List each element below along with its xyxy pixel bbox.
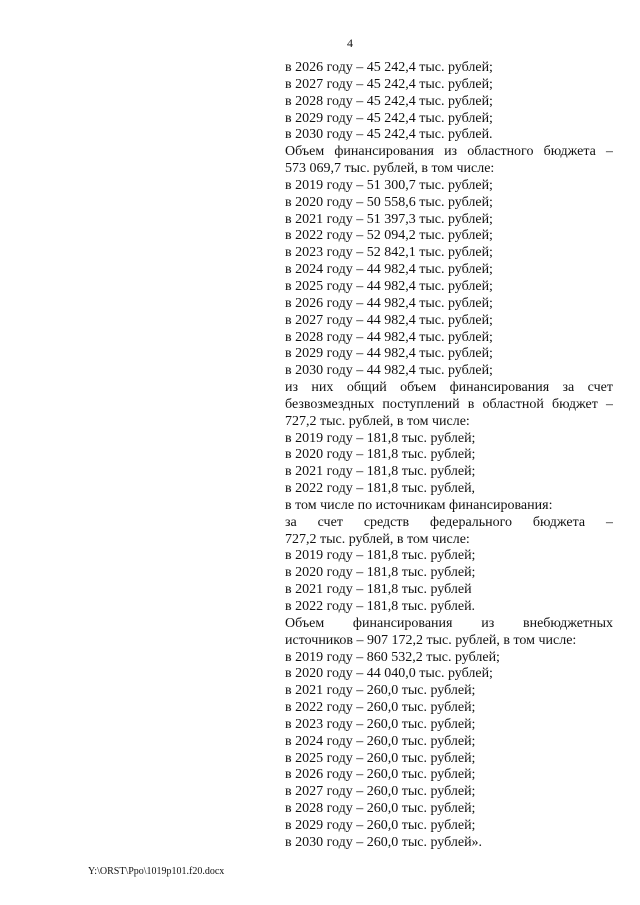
text-line: в 2022 году – 181,8 тыс. рублей. [285,599,476,614]
text-line: в 2029 году – 45 242,4 тыс. рублей; [285,110,493,126]
text-line: в 2020 году – 44 040,0 тыс. рублей; [285,666,493,682]
text-line: в 2022 году – 181,8 тыс. рублей, [285,481,476,497]
text-line: Объем финансирования из областного бюджета – [285,144,613,160]
text-line: в 2019 году – 860 532,2 тыс. рублей; [285,649,500,665]
text-line: в 2030 году – 45 242,4 тыс. рублей. [285,127,493,143]
text-line: за счет средств федерального бюджета – [285,514,613,530]
text-line: в 2020 году – 50 558,6 тыс. рублей; [285,194,493,210]
text-line: из них общий объем финансирования за счет [285,380,613,396]
text-line: в 2026 году – 260,0 тыс. рублей; [285,767,476,783]
text-line: в 2021 году – 181,8 тыс. рублей [285,582,472,598]
text-line: в 2026 году – 44 982,4 тыс. рублей; [285,295,493,311]
text-line: в 2029 году – 260,0 тыс. рублей; [285,817,476,833]
text-line: в 2030 году – 260,0 тыс. рублей». [285,834,483,850]
text-line: Объем финансирования из внебюджетных [285,615,613,631]
page-number: 4 [347,36,353,50]
document-body [285,60,613,852]
text-line: в 2021 году – 260,0 тыс. рублей; [285,683,476,699]
text-line: в 2026 году – 45 242,4 тыс. рублей; [285,60,493,75]
text-line: в 2024 году – 260,0 тыс. рублей; [285,733,476,749]
text-line: в 2028 году – 260,0 тыс. рублей; [285,801,476,817]
text-line: 727,2 тыс. рублей, в том числе: [285,531,470,547]
text-line: 573 069,7 тыс. рублей, в том числе: [285,161,495,177]
text-line: в 2020 году – 181,8 тыс. рублей; [285,565,476,581]
footer-file-path: Y:\ORST\Ppo\1019p101.f20.docx [88,866,225,877]
text-line: в 2021 году – 181,8 тыс. рублей; [285,464,476,480]
text-line: в 2022 году – 260,0 тыс. рублей; [285,700,476,716]
text-line: в 2021 году – 51 397,3 тыс. рублей; [285,211,493,227]
text-line: в 2019 году – 181,8 тыс. рублей; [285,548,476,564]
text-line: в 2025 году – 44 982,4 тыс. рублей; [285,278,493,294]
text-line: в 2028 году – 44 982,4 тыс. рублей; [285,329,493,345]
text-line: 727,2 тыс. рублей, в том числе: [285,413,470,429]
text-line: в том числе по источникам финансирования: [285,497,553,513]
text-line: в 2019 году – 51 300,7 тыс. рублей; [285,177,493,193]
text-line: в 2020 году – 181,8 тыс. рублей; [285,447,476,463]
text-line: в 2025 году – 260,0 тыс. рублей; [285,750,476,766]
text-line: в 2027 году – 44 982,4 тыс. рублей; [285,312,493,328]
text-line: в 2023 году – 52 842,1 тыс. рублей; [285,245,493,261]
text-line: в 2027 году – 45 242,4 тыс. рублей; [285,76,493,92]
text-line: в 2022 году – 52 094,2 тыс. рублей; [285,228,493,244]
text-line: в 2028 году – 45 242,4 тыс. рублей; [285,93,493,109]
text-line: в 2029 году – 44 982,4 тыс. рублей; [285,346,493,362]
text-line: в 2024 году – 44 982,4 тыс. рублей; [285,262,493,278]
text-line: в 2027 году – 260,0 тыс. рублей; [285,784,476,800]
text-line: в 2019 году – 181,8 тыс. рублей; [285,430,476,446]
text-line: в 2023 году – 260,0 тыс. рублей; [285,716,476,732]
text-line: в 2030 году – 44 982,4 тыс. рублей; [285,363,493,379]
text-line: безвозмездных поступлений в областной бюджет – [285,396,613,412]
text-line: источников – 907 172,2 тыс. рублей, в том числе: [285,632,577,648]
